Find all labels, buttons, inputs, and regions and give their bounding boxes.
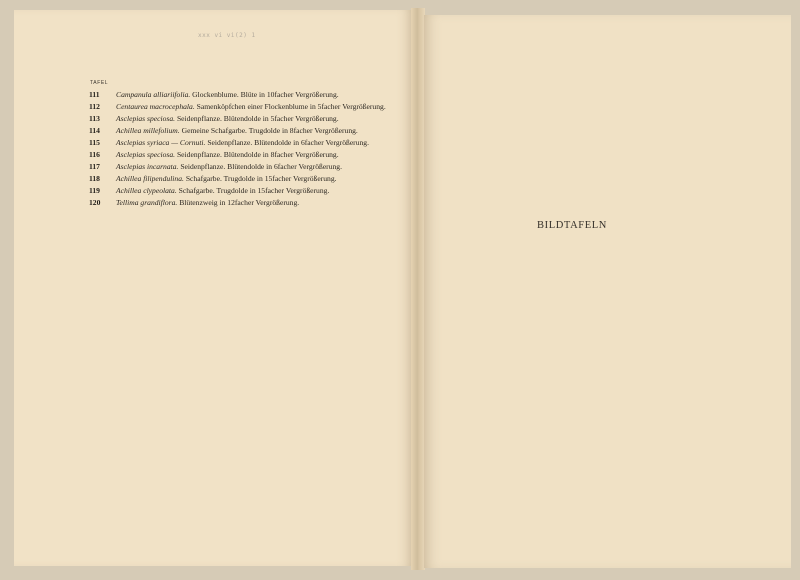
plate-number: 119 (89, 186, 100, 195)
plate-description (116, 174, 389, 183)
plate-number: 112 (89, 102, 100, 111)
plate-caption: Seidenpflanze. Blütendolde in 5facher Vergrößerung. (175, 114, 339, 123)
plate-description (116, 102, 389, 111)
list-item (89, 102, 389, 111)
species-name: Achillea millefolium. (116, 126, 180, 135)
species-name: Asclepias syriaca — Cornuti. (116, 138, 206, 147)
plate-number: 114 (89, 126, 100, 135)
species-name: Asclepias speciosa. (116, 150, 176, 159)
list-item (89, 174, 389, 183)
plate-number: 118 (89, 174, 100, 183)
list-item (89, 138, 389, 147)
list-item (89, 114, 389, 123)
species-name: Achillea clypeolata. (116, 186, 177, 195)
list-item (89, 162, 389, 171)
plate-number: 111 (89, 90, 100, 99)
plate-caption: Gemeine Schafgarbe. Trugdolde in 8facher Vergrößerung. (179, 126, 358, 135)
list-item (89, 198, 389, 207)
list-item (89, 150, 389, 159)
pencil-annotation: xxx vi vi(2) 1 (198, 32, 256, 39)
plate-number: 115 (89, 138, 100, 147)
species-name: Centaurea macrocephala. (116, 102, 195, 111)
plate-caption: Seidenpflanze. Blütendolde in 6facher Vergrößerung. (178, 162, 343, 171)
plate-list (89, 80, 389, 210)
plate-description (116, 114, 389, 123)
plate-number: 120 (89, 198, 101, 207)
right-page (424, 15, 791, 568)
plate-caption: Glockenblume. Blüte in 10facher Vergrößerung. (190, 90, 339, 99)
plate-caption: Seidenpflanze. Blütendolde in 6facher Vergrößerung. (205, 138, 370, 147)
list-item (89, 126, 389, 135)
list-item (89, 90, 389, 99)
list-item (89, 186, 389, 195)
plate-number: 117 (89, 162, 100, 171)
plate-caption: Samenköpfchen einer Flockenblume in 5facher Vergrößerung. (194, 102, 386, 111)
plate-caption: Seidenpflanze. Blütendolde in 8facher Vergrößerung. (175, 150, 339, 159)
species-name: Campanula alliariifolia. (116, 90, 191, 99)
plate-number: 116 (89, 150, 100, 159)
plate-caption: Blütenzweig in 12facher Vergrößerung. (177, 198, 300, 207)
plate-description (116, 138, 389, 147)
species-name: Tellima grandiflora. (116, 198, 178, 207)
plate-caption: Schafgarbe. Trugdolde in 15facher Vergrößerung. (183, 174, 337, 183)
species-name: Asclepias incarnata. (116, 162, 179, 171)
plate-number: 113 (89, 114, 100, 123)
species-name: Achillea filipendulina. (116, 174, 184, 183)
section-title: BILDTAFELN (537, 220, 607, 231)
book-gutter (411, 8, 425, 570)
plate-description (116, 90, 389, 99)
column-header: TAFEL (90, 80, 109, 86)
plate-description (116, 198, 389, 207)
plate-description (116, 162, 389, 171)
species-name: Asclepias speciosa. (116, 114, 176, 123)
plate-description (116, 186, 389, 195)
plate-description (116, 150, 389, 159)
plate-caption: Schafgarbe. Trugdolde in 15facher Vergrößerung. (176, 186, 330, 195)
plate-description (116, 126, 389, 135)
